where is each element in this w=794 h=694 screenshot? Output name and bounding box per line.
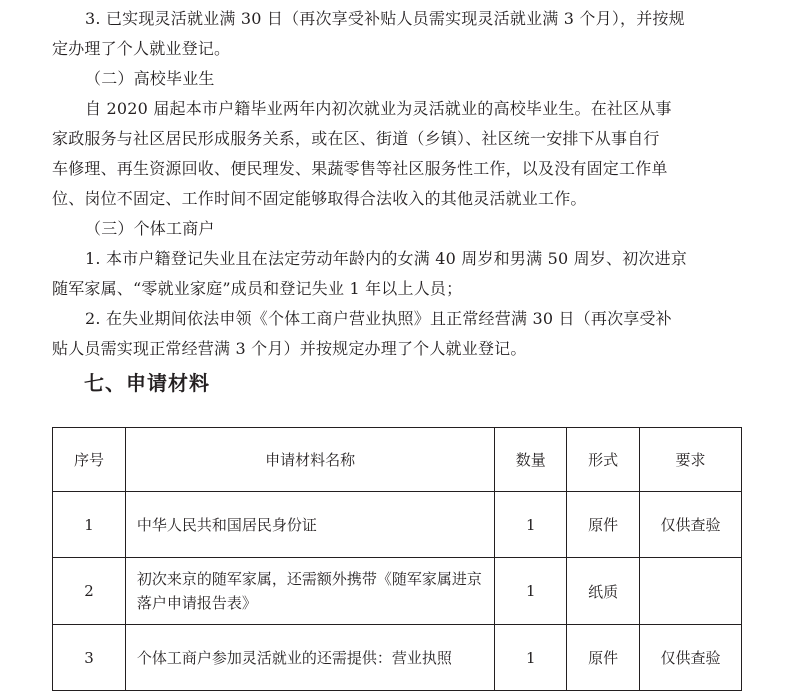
- text-line: 3. 已实现灵活就业满 30 日（再次享受补贴人员需实现灵活就业满 3 个月），并按规: [85, 9, 685, 28]
- text-line: 位、岗位不固定、工作时间不固定能够取得合法收入的其他灵活就业工作。: [52, 189, 587, 208]
- cell-requirement: [640, 558, 742, 625]
- header-no: 序号: [53, 428, 126, 492]
- cell-form: 纸质: [567, 558, 640, 625]
- header-requirement: 要求: [640, 428, 742, 492]
- cell-form: 原件: [567, 492, 640, 558]
- cell-qty: 1: [495, 625, 567, 691]
- cell-qty: 1: [495, 492, 567, 558]
- table-row: [53, 492, 742, 558]
- cell-no: 1: [53, 492, 126, 558]
- text-line: 随军家属、“零就业家庭”成员和登记失业 1 年以上人员；: [52, 279, 463, 298]
- cell-requirement: 仅供查验: [640, 625, 742, 691]
- text-line: 车修理、再生资源回收、便民理发、果蔬零售等社区服务性工作，以及没有固定工作单: [52, 159, 668, 178]
- materials-table: [52, 427, 742, 691]
- subheading-individual-business: （三）个体工商户: [85, 219, 215, 238]
- header-qty: 数量: [495, 428, 567, 492]
- text-line: 2. 在失业期间依法申领《个体工商户营业执照》且正常经营满 30 日（再次享受补: [85, 309, 672, 328]
- cell-no: 3: [53, 625, 126, 691]
- header-form: 形式: [567, 428, 640, 492]
- text-line: 自 2020 届起本市户籍毕业两年内初次就业为灵活就业的高校毕业生。在社区从事: [85, 99, 672, 118]
- table-row: [53, 625, 742, 691]
- cell-requirement: 仅供查验: [640, 492, 742, 558]
- section-heading: 七、申请材料: [84, 371, 210, 395]
- text-line: 家政服务与社区居民形成服务关系，或在区、街道（乡镇）、社区统一安排下从事自行: [52, 129, 660, 148]
- subheading-graduates: （二）高校毕业生: [85, 69, 215, 88]
- header-name: 申请材料名称: [125, 428, 494, 492]
- cell-no: 2: [53, 558, 126, 625]
- text-line: 1. 本市户籍登记失业且在法定劳动年龄内的女满 40 周岁和男满 50 周岁、初次进京: [85, 249, 688, 268]
- cell-qty: 1: [495, 558, 567, 625]
- text-line: 贴人员需实现正常经营满 3 个月）并按规定办理了个人就业登记。: [52, 339, 527, 358]
- cell-name: 初次来京的随军家属，还需额外携带《随军家属进京落户申请报告表》: [125, 558, 494, 625]
- cell-form: 原件: [567, 625, 640, 691]
- table-row: [53, 558, 742, 625]
- text-line: 定办理了个人就业登记。: [52, 39, 231, 58]
- cell-name: 中华人民共和国居民身份证: [125, 492, 494, 558]
- cell-name: 个体工商户参加灵活就业的还需提供：营业执照: [125, 625, 494, 691]
- table-header-row: [53, 428, 742, 492]
